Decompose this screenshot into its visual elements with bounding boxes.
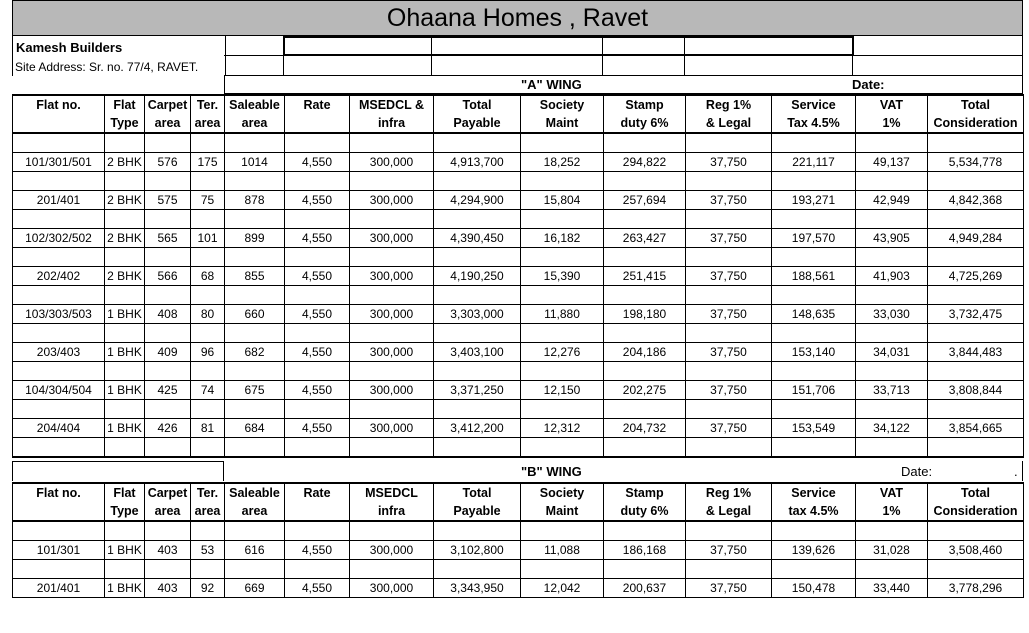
spacer-row <box>13 286 1024 305</box>
table-cell: 616 <box>225 541 285 560</box>
wing-a-col-header <box>285 114 350 133</box>
wing-b-header-row-1 <box>13 483 1024 502</box>
table-cell: 257,694 <box>604 191 686 210</box>
table-cell: 37,750 <box>686 343 772 362</box>
table-row <box>13 229 1024 248</box>
wing-a-col-header: VAT <box>856 95 928 114</box>
table-cell: 49,137 <box>856 153 928 172</box>
table-cell: 74 <box>191 381 225 400</box>
wing-a-col-header: & Legal <box>686 114 772 133</box>
wing-b-col-header: tax 4.5% <box>772 502 856 521</box>
table-row <box>13 381 1024 400</box>
table-cell: 300,000 <box>350 381 434 400</box>
table-cell: 3,102,800 <box>434 541 521 560</box>
table-cell: 37,750 <box>686 381 772 400</box>
table-cell: 3,412,200 <box>434 419 521 438</box>
wing-b-date-trailing: . <box>1014 464 1018 479</box>
table-cell: 3,508,460 <box>928 541 1024 560</box>
table-cell: 96 <box>191 343 225 362</box>
wing-b-col-header: Consideration <box>928 502 1024 521</box>
table-cell: 101/301 <box>13 541 105 560</box>
table-cell: 197,570 <box>772 229 856 248</box>
wing-b-col-header: Maint <box>521 502 604 521</box>
wing-b-col-header: & Legal <box>686 502 772 521</box>
table-cell: 37,750 <box>686 541 772 560</box>
wing-b-col-header: Type <box>105 502 145 521</box>
table-cell: 204,732 <box>604 419 686 438</box>
table-cell: 41,903 <box>856 267 928 286</box>
table-cell: 4,550 <box>285 153 350 172</box>
wing-b-col-header: duty 6% <box>604 502 686 521</box>
table-cell: 4,550 <box>285 343 350 362</box>
table-cell: 204,186 <box>604 343 686 362</box>
table-cell: 68 <box>191 267 225 286</box>
table-cell: 4,390,450 <box>434 229 521 248</box>
spacer-row <box>13 362 1024 381</box>
table-cell: 198,180 <box>604 305 686 324</box>
table-cell: 899 <box>225 229 285 248</box>
wing-b-col-header <box>13 502 105 521</box>
table-cell: 11,880 <box>521 305 604 324</box>
table-cell: 4,725,269 <box>928 267 1024 286</box>
table-cell: 202/402 <box>13 267 105 286</box>
table-cell: 33,440 <box>856 579 928 598</box>
wing-b-header-row-2 <box>13 502 1024 521</box>
wing-a-col-header: Maint <box>521 114 604 133</box>
company-name: Kamesh Builders <box>16 40 123 55</box>
table-cell: 12,150 <box>521 381 604 400</box>
table-row <box>13 419 1024 438</box>
table-row <box>13 579 1024 598</box>
table-cell: 566 <box>145 267 191 286</box>
table-cell: 3,732,475 <box>928 305 1024 324</box>
table-cell: 300,000 <box>350 541 434 560</box>
table-cell: 4,190,250 <box>434 267 521 286</box>
table-cell: 175 <box>191 153 225 172</box>
table-cell: 4,550 <box>285 191 350 210</box>
table-cell: 31,028 <box>856 541 928 560</box>
table-cell: 300,000 <box>350 191 434 210</box>
spacer-row <box>13 521 1024 541</box>
table-cell: 203/403 <box>13 343 105 362</box>
table-cell: 150,478 <box>772 579 856 598</box>
table-cell: 300,000 <box>350 305 434 324</box>
builder-info <box>12 36 226 76</box>
table-cell: 18,252 <box>521 153 604 172</box>
table-cell: 575 <box>145 191 191 210</box>
sheet-title: Ohaana Homes , Ravet <box>12 0 1023 36</box>
table-cell: 4,550 <box>285 229 350 248</box>
spacer-row <box>13 248 1024 267</box>
table-row <box>13 191 1024 210</box>
table-cell: 5,534,778 <box>928 153 1024 172</box>
wing-a-col-header: Type <box>105 114 145 133</box>
table-cell: 3,844,483 <box>928 343 1024 362</box>
table-cell: 1 BHK <box>105 343 145 362</box>
wing-b-col-header: Stamp <box>604 483 686 502</box>
table-cell: 34,122 <box>856 419 928 438</box>
table-cell: 80 <box>191 305 225 324</box>
spacer-row <box>13 400 1024 419</box>
table-cell: 2 BHK <box>105 191 145 210</box>
table-cell: 1 BHK <box>105 541 145 560</box>
wing-a-col-header: Reg 1% <box>686 95 772 114</box>
wing-b-col-header <box>285 502 350 521</box>
table-cell: 4,550 <box>285 381 350 400</box>
table-cell: 104/304/504 <box>13 381 105 400</box>
wing-b-col-header: Ter. <box>191 483 225 502</box>
spacer-row <box>13 172 1024 191</box>
table-cell: 4,913,700 <box>434 153 521 172</box>
table-cell: 1 BHK <box>105 579 145 598</box>
table-cell: 4,842,368 <box>928 191 1024 210</box>
table-cell: 263,427 <box>604 229 686 248</box>
table-cell: 221,117 <box>772 153 856 172</box>
table-cell: 565 <box>145 229 191 248</box>
wing-a-col-header: Saleable <box>225 95 285 114</box>
table-cell: 4,550 <box>285 579 350 598</box>
spacer-row <box>13 560 1024 579</box>
wing-b-col-header: area <box>191 502 225 521</box>
table-cell: 4,550 <box>285 267 350 286</box>
wing-a-col-header: Total <box>928 95 1024 114</box>
wing-a-header-row-2 <box>13 114 1024 133</box>
table-cell: 188,561 <box>772 267 856 286</box>
table-cell: 408 <box>145 305 191 324</box>
table-cell: 101 <box>191 229 225 248</box>
table-cell: 37,750 <box>686 419 772 438</box>
table-cell: 92 <box>191 579 225 598</box>
table-cell: 37,750 <box>686 305 772 324</box>
table-cell: 426 <box>145 419 191 438</box>
table-cell: 300,000 <box>350 153 434 172</box>
table-row <box>13 153 1024 172</box>
table-cell: 43,905 <box>856 229 928 248</box>
wing-b-col-header: Flat <box>105 483 145 502</box>
table-cell: 425 <box>145 381 191 400</box>
table-cell: 37,750 <box>686 191 772 210</box>
wing-b-table <box>12 482 1024 598</box>
table-cell: 16,182 <box>521 229 604 248</box>
spacer-row <box>13 438 1024 458</box>
table-cell: 12,276 <box>521 343 604 362</box>
wing-a-col-header: Consideration <box>928 114 1024 133</box>
table-cell: 75 <box>191 191 225 210</box>
table-cell: 37,750 <box>686 153 772 172</box>
wing-b-col-header: Payable <box>434 502 521 521</box>
table-cell: 34,031 <box>856 343 928 362</box>
table-cell: 102/302/502 <box>13 229 105 248</box>
table-cell: 37,750 <box>686 267 772 286</box>
table-cell: 148,635 <box>772 305 856 324</box>
table-cell: 660 <box>225 305 285 324</box>
table-cell: 403 <box>145 541 191 560</box>
table-cell: 204/404 <box>13 419 105 438</box>
table-cell: 4,550 <box>285 419 350 438</box>
table-cell: 153,140 <box>772 343 856 362</box>
table-cell: 1014 <box>225 153 285 172</box>
table-cell: 300,000 <box>350 343 434 362</box>
wing-a-col-header: MSEDCL & <box>350 95 434 114</box>
site-address: Site Address: Sr. no. 77/4, RAVET. <box>15 60 199 74</box>
table-cell: 3,808,844 <box>928 381 1024 400</box>
wing-a-col-header: Payable <box>434 114 521 133</box>
wing-b-col-header: MSEDCL <box>350 483 434 502</box>
table-cell: 403 <box>145 579 191 598</box>
wing-b-col-header: Carpet <box>145 483 191 502</box>
table-cell: 675 <box>225 381 285 400</box>
wing-a-col-header: Ter. <box>191 95 225 114</box>
table-cell: 12,042 <box>521 579 604 598</box>
wing-a-col-header: area <box>225 114 285 133</box>
table-cell: 37,750 <box>686 229 772 248</box>
wing-a-col-header: Rate <box>285 95 350 114</box>
wing-a-col-header: 1% <box>856 114 928 133</box>
table-cell: 193,271 <box>772 191 856 210</box>
table-cell: 37,750 <box>686 579 772 598</box>
table-cell: 669 <box>225 579 285 598</box>
table-cell: 151,706 <box>772 381 856 400</box>
table-cell: 3,343,950 <box>434 579 521 598</box>
wing-a-table <box>12 94 1024 458</box>
table-cell: 12,312 <box>521 419 604 438</box>
table-cell: 11,088 <box>521 541 604 560</box>
wing-b-col-header: Service <box>772 483 856 502</box>
wing-a-col-header: Total <box>434 95 521 114</box>
table-cell: 201/401 <box>13 579 105 598</box>
wing-a-col-header: Service <box>772 95 856 114</box>
wing-a-col-header: duty 6% <box>604 114 686 133</box>
table-cell: 3,854,665 <box>928 419 1024 438</box>
table-cell: 300,000 <box>350 419 434 438</box>
table-cell: 201/401 <box>13 191 105 210</box>
wing-a-header-row-1 <box>13 95 1024 114</box>
table-cell: 3,371,250 <box>434 381 521 400</box>
wing-a-date-label: Date: <box>852 77 885 92</box>
table-cell: 2 BHK <box>105 267 145 286</box>
wing-b-col-header: infra <box>350 502 434 521</box>
wing-b-col-header: VAT <box>856 483 928 502</box>
wing-a-col-header: Flat no. <box>13 95 105 114</box>
table-cell: 1 BHK <box>105 305 145 324</box>
table-cell: 103/303/503 <box>13 305 105 324</box>
wing-a-col-header: Flat <box>105 95 145 114</box>
table-cell: 3,303,000 <box>434 305 521 324</box>
table-cell: 15,390 <box>521 267 604 286</box>
table-cell: 300,000 <box>350 229 434 248</box>
table-cell: 42,949 <box>856 191 928 210</box>
table-cell: 3,403,100 <box>434 343 521 362</box>
wing-a-col-header: Tax 4.5% <box>772 114 856 133</box>
table-cell: 682 <box>225 343 285 362</box>
table-cell: 200,637 <box>604 579 686 598</box>
wing-b-col-header: 1% <box>856 502 928 521</box>
table-row <box>13 343 1024 362</box>
table-cell: 1 BHK <box>105 381 145 400</box>
wing-b-col-header: Total <box>928 483 1024 502</box>
table-cell: 878 <box>225 191 285 210</box>
table-cell: 81 <box>191 419 225 438</box>
wing-b-col-header: Saleable <box>225 483 285 502</box>
table-cell: 1 BHK <box>105 419 145 438</box>
wing-a-col-header <box>13 114 105 133</box>
spacer-row <box>13 133 1024 153</box>
wing-b-col-header: area <box>145 502 191 521</box>
spacer-row <box>13 324 1024 343</box>
table-cell: 153,549 <box>772 419 856 438</box>
table-cell: 855 <box>225 267 285 286</box>
wing-b-label: "B" WING <box>521 464 582 479</box>
table-row <box>13 305 1024 324</box>
wing-a-col-header: area <box>191 114 225 133</box>
table-cell: 294,822 <box>604 153 686 172</box>
wing-b-col-header: area <box>225 502 285 521</box>
table-cell: 4,949,284 <box>928 229 1024 248</box>
table-cell: 33,713 <box>856 381 928 400</box>
table-cell: 2 BHK <box>105 229 145 248</box>
table-cell: 3,778,296 <box>928 579 1024 598</box>
table-cell: 53 <box>191 541 225 560</box>
table-cell: 4,550 <box>285 541 350 560</box>
table-cell: 2 BHK <box>105 153 145 172</box>
table-cell: 300,000 <box>350 267 434 286</box>
table-cell: 202,275 <box>604 381 686 400</box>
spacer-row <box>13 210 1024 229</box>
table-cell: 4,550 <box>285 305 350 324</box>
wing-b-col-header: Rate <box>285 483 350 502</box>
wing-b-col-header: Total <box>434 483 521 502</box>
table-cell: 409 <box>145 343 191 362</box>
table-cell: 33,030 <box>856 305 928 324</box>
table-cell: 576 <box>145 153 191 172</box>
wing-b-col-header: Reg 1% <box>686 483 772 502</box>
table-cell: 15,804 <box>521 191 604 210</box>
wing-a-col-header: Society <box>521 95 604 114</box>
wing-a-col-header: Carpet <box>145 95 191 114</box>
wing-a-label: "A" WING <box>521 77 582 92</box>
wing-b-col-header: Society <box>521 483 604 502</box>
table-cell: 139,626 <box>772 541 856 560</box>
table-row <box>13 267 1024 286</box>
table-cell: 101/301/501 <box>13 153 105 172</box>
table-row <box>13 541 1024 560</box>
table-cell: 684 <box>225 419 285 438</box>
wing-a-col-header: infra <box>350 114 434 133</box>
wing-b-date-label: Date: <box>901 464 933 479</box>
table-cell: 186,168 <box>604 541 686 560</box>
table-cell: 251,415 <box>604 267 686 286</box>
wing-a-col-header: Stamp <box>604 95 686 114</box>
table-cell: 300,000 <box>350 579 434 598</box>
table-cell: 4,294,900 <box>434 191 521 210</box>
wing-a-col-header: area <box>145 114 191 133</box>
wing-b-col-header: Flat no. <box>13 483 105 502</box>
